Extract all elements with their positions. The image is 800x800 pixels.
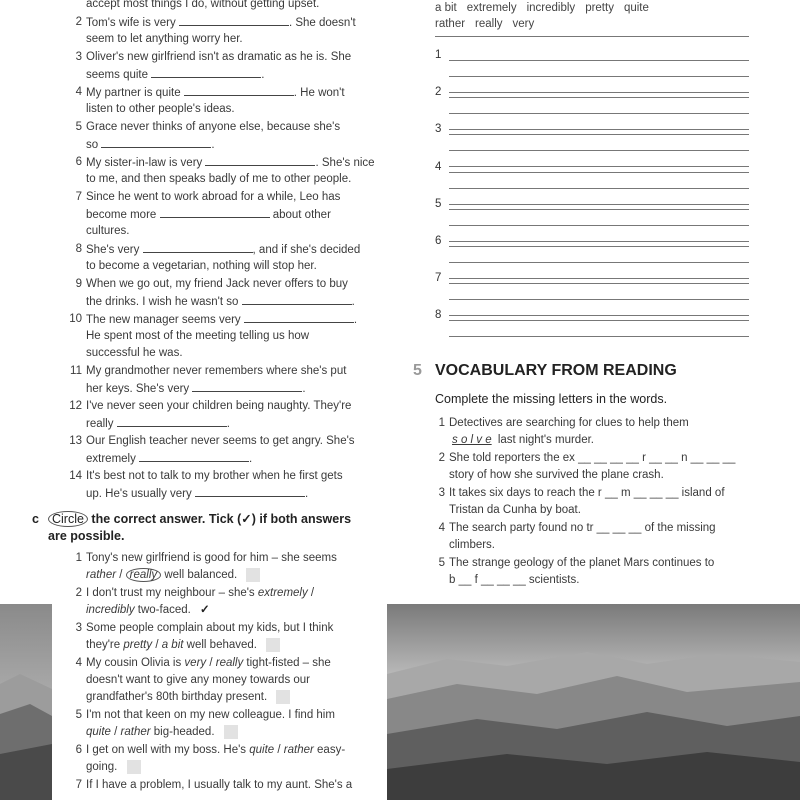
answer-blank[interactable] <box>244 311 354 323</box>
answer-blank[interactable] <box>139 450 249 462</box>
item-number: 3 <box>75 622 82 634</box>
item-number: 3 <box>438 487 445 499</box>
item-text: Tom's wife is very . She doesn't <box>86 14 356 32</box>
answer-blank[interactable] <box>192 380 302 392</box>
writing-line[interactable] <box>449 225 749 226</box>
item-number: 1 <box>438 417 445 429</box>
writing-line-number: 3 <box>435 123 442 136</box>
writing-line-number: 7 <box>435 272 442 285</box>
item-text: Grace never thinks of anyone else, because she's <box>86 121 341 133</box>
writing-line-number: 8 <box>435 309 442 322</box>
item-text: climbers. <box>449 539 496 551</box>
writing-line[interactable] <box>449 166 749 167</box>
item-text: I don't trust my neighbour – she's extremely / <box>86 587 315 599</box>
writing-line[interactable] <box>449 129 749 130</box>
left-column <box>0 0 395 800</box>
item-text: My partner is quite . He won't <box>86 84 345 102</box>
option-word[interactable]: rather <box>283 744 314 756</box>
answer-blank[interactable] <box>143 241 253 253</box>
item-number: 4 <box>75 657 82 669</box>
answer-blank[interactable] <box>179 14 289 26</box>
item-text: to me, and then speaks badly of me to other people. <box>86 173 352 185</box>
writing-line-number: 5 <box>435 197 442 210</box>
tick-box[interactable] <box>224 725 238 739</box>
item-text: Oliver's new girlfriend isn't as dramatic as he is. She <box>86 51 352 63</box>
item-text: listen to other people's ideas. <box>86 103 235 115</box>
writing-line[interactable] <box>449 76 749 77</box>
tick-mark: ✓ <box>200 604 210 616</box>
writing-line[interactable] <box>449 209 749 210</box>
option-word[interactable]: really <box>215 657 244 669</box>
item-number: 5 <box>438 557 445 569</box>
item-text: She told reporters the ex __ __ __ __ r __ __ n __ __ __ <box>449 452 736 464</box>
writing-line[interactable] <box>449 315 749 316</box>
item-text: quite / rather big-headed. <box>86 724 238 741</box>
item-text: My sister-in-law is very . She's nice <box>86 154 375 172</box>
item-text: rather / really well balanced. <box>86 567 260 584</box>
writing-line[interactable] <box>449 150 749 151</box>
option-word[interactable]: extremely <box>257 587 308 599</box>
item-text: seems quite . <box>86 66 264 84</box>
writing-line-number: 6 <box>435 235 442 247</box>
item-text: She's very , and if she's decided <box>86 241 360 259</box>
option-word[interactable]: very <box>184 657 207 669</box>
mountain-image-right <box>387 604 800 800</box>
writing-line[interactable] <box>449 92 749 93</box>
item-number: 9 <box>75 278 82 290</box>
item-number: 10 <box>69 313 82 325</box>
writing-line[interactable] <box>449 60 749 61</box>
item-text: story of how she survived the plane crash. <box>449 469 664 481</box>
writing-line[interactable] <box>449 134 749 135</box>
item-number: 2 <box>75 16 82 28</box>
item-number: 1 <box>75 552 82 564</box>
item-number: 6 <box>75 156 82 168</box>
answer-blank[interactable] <box>101 136 211 148</box>
item-text: doesn't want to give any money towards our <box>86 674 311 686</box>
writing-line[interactable] <box>449 172 749 173</box>
answer-blank[interactable] <box>151 66 261 78</box>
landscape-photo-right <box>387 604 800 800</box>
item-text: My cousin Olivia is very / really tight-fisted – she <box>86 657 331 669</box>
word-bank-item: incredibly <box>526 2 576 14</box>
item-text: Tony's new girlfriend is good for him – she seems <box>86 552 337 564</box>
item-text: He spent most of the meeting telling us how <box>86 330 310 342</box>
writing-line[interactable] <box>449 283 749 284</box>
item-text: The search party found no tr __ __ __ of the missing <box>449 522 716 534</box>
item-text: It takes six days to reach the r __ m __ __ __ island of <box>449 487 725 499</box>
answer-blank[interactable] <box>117 415 227 427</box>
writing-line[interactable] <box>449 188 749 189</box>
item-text: b __ f __ __ __ scientists. <box>449 574 580 586</box>
answer-blank[interactable] <box>242 293 352 305</box>
option-word[interactable]: quite <box>86 726 111 738</box>
writing-line-number: 4 <box>435 160 442 173</box>
writing-line[interactable] <box>449 299 749 300</box>
item-number: 5 <box>75 709 82 721</box>
item-text: When we go out, my friend Jack never offers to buy <box>86 278 348 290</box>
item-number: 14 <box>69 470 82 482</box>
item-text: become more about other <box>86 206 331 224</box>
filled-letters: s o l v e <box>452 434 492 446</box>
writing-line[interactable] <box>449 204 749 205</box>
option-word[interactable]: rather <box>120 726 151 738</box>
item-text: seem to let anything worry her. <box>86 33 243 45</box>
circled-option[interactable]: really <box>126 568 161 582</box>
item-text: they're pretty / a bit well behaved. <box>86 637 280 654</box>
writing-line-number: 1 <box>435 49 442 61</box>
item-number: 6 <box>75 744 82 756</box>
item-text: I get on well with my boss. He's quite / rather easy- <box>86 744 346 756</box>
answer-blank[interactable] <box>195 485 305 497</box>
item-text: incredibly two-faced. ✓ <box>86 602 210 619</box>
item-text: really . <box>86 415 230 433</box>
item-text: The strange geology of the planet Mars continues to <box>449 557 715 569</box>
circle-word: Circle <box>48 511 88 527</box>
item-text: My grandmother never remembers where she's put <box>86 365 347 377</box>
word-bank-item: pretty <box>585 2 614 14</box>
option-word[interactable]: a bit <box>161 639 184 651</box>
item-text: successful he was. <box>86 347 183 359</box>
option-word[interactable]: incredibly <box>86 604 135 616</box>
word-bank-rule <box>435 36 749 37</box>
item-text: grandfather's 80th birthday present. <box>86 689 290 706</box>
writing-line[interactable] <box>449 246 749 247</box>
item-number: 13 <box>69 435 82 447</box>
item-text: extremely . <box>86 450 252 468</box>
item-text: so . <box>86 136 215 154</box>
item-text: If I have a problem, I usually talk to my aunt. She's a <box>86 779 353 791</box>
item-number: 2 <box>438 452 445 464</box>
tick-box[interactable] <box>127 760 141 774</box>
item-text: cultures. <box>86 225 130 237</box>
item-text: to become a vegetarian, nothing will stop her. <box>86 260 317 272</box>
item-text: going. <box>86 759 141 776</box>
tick-box[interactable] <box>246 568 260 582</box>
item-text: I'm not that keen on my new colleague. I find him <box>86 709 335 721</box>
item-text: accept most things I do, without getting upset. <box>86 0 320 10</box>
item-text: The new manager seems very . <box>86 311 357 329</box>
writing-line-number: 2 <box>435 86 442 99</box>
item-number: 4 <box>438 522 445 534</box>
item-number: 4 <box>75 86 82 98</box>
writing-line[interactable] <box>449 262 749 263</box>
item-number: 8 <box>75 243 82 255</box>
item-text: Detectives are searching for clues to help them <box>449 417 689 429</box>
item-text: her keys. She's very . <box>86 380 306 398</box>
item-text: Tristan da Cunha by boat. <box>449 504 581 516</box>
word-bank-item: extremely <box>466 2 517 14</box>
item-number: 2 <box>75 587 82 599</box>
item-number: 3 <box>75 51 82 63</box>
section-c-heading: c Circle the correct answer. Tick (✓) if both answers are possible. <box>32 512 352 543</box>
item-number: 7 <box>75 779 82 791</box>
landscape-photo-left <box>0 604 52 800</box>
writing-line[interactable] <box>449 278 749 279</box>
writing-line[interactable] <box>449 320 749 321</box>
item-text: Since he went to work abroad for a while, Leo has <box>86 191 341 203</box>
option-word[interactable]: rather <box>86 569 117 581</box>
answer-blank[interactable] <box>184 84 294 96</box>
word-bank-item: rather <box>435 18 466 30</box>
section-letter: c <box>32 512 39 526</box>
item-text: Our English teacher never seems to get angry. She's <box>86 435 355 447</box>
writing-line[interactable] <box>449 336 749 337</box>
item-text: It's best not to talk to my brother when he first gets <box>86 470 343 482</box>
tick-box[interactable] <box>266 638 280 652</box>
section-number: 5 <box>413 362 422 379</box>
item-number: 7 <box>75 191 82 203</box>
item-text: I've never seen your children being naughty. They're <box>86 400 352 412</box>
writing-line[interactable] <box>449 241 749 242</box>
writing-line[interactable] <box>449 97 749 98</box>
option-word[interactable]: quite <box>249 744 275 756</box>
item-text: s o l v e last night's murder. <box>452 434 594 446</box>
item-text: up. He's usually very . <box>86 485 308 503</box>
word-bank-item: very <box>512 18 535 30</box>
answer-blank[interactable] <box>160 206 270 218</box>
writing-line[interactable] <box>449 113 749 114</box>
word-bank <box>435 0 725 32</box>
right-column <box>415 0 800 600</box>
item-text: the drinks. I wish he wasn't so . <box>86 293 355 311</box>
word-bank-item: a bit <box>435 2 457 14</box>
item-number: 12 <box>69 400 82 412</box>
section-title: VOCABULARY FROM READING <box>435 362 677 379</box>
section-instruction: Complete the missing letters in the words. <box>435 392 668 406</box>
item-number: 5 <box>75 121 82 133</box>
mountain-image-left <box>0 604 52 800</box>
word-bank-item: really <box>475 18 503 30</box>
option-word[interactable]: pretty <box>123 639 153 651</box>
word-bank-item: quite <box>623 2 649 14</box>
answer-blank[interactable] <box>205 154 315 166</box>
item-text: Some people complain about my kids, but I think <box>86 622 334 634</box>
item-number: 11 <box>70 365 82 377</box>
tick-box[interactable] <box>276 690 290 704</box>
